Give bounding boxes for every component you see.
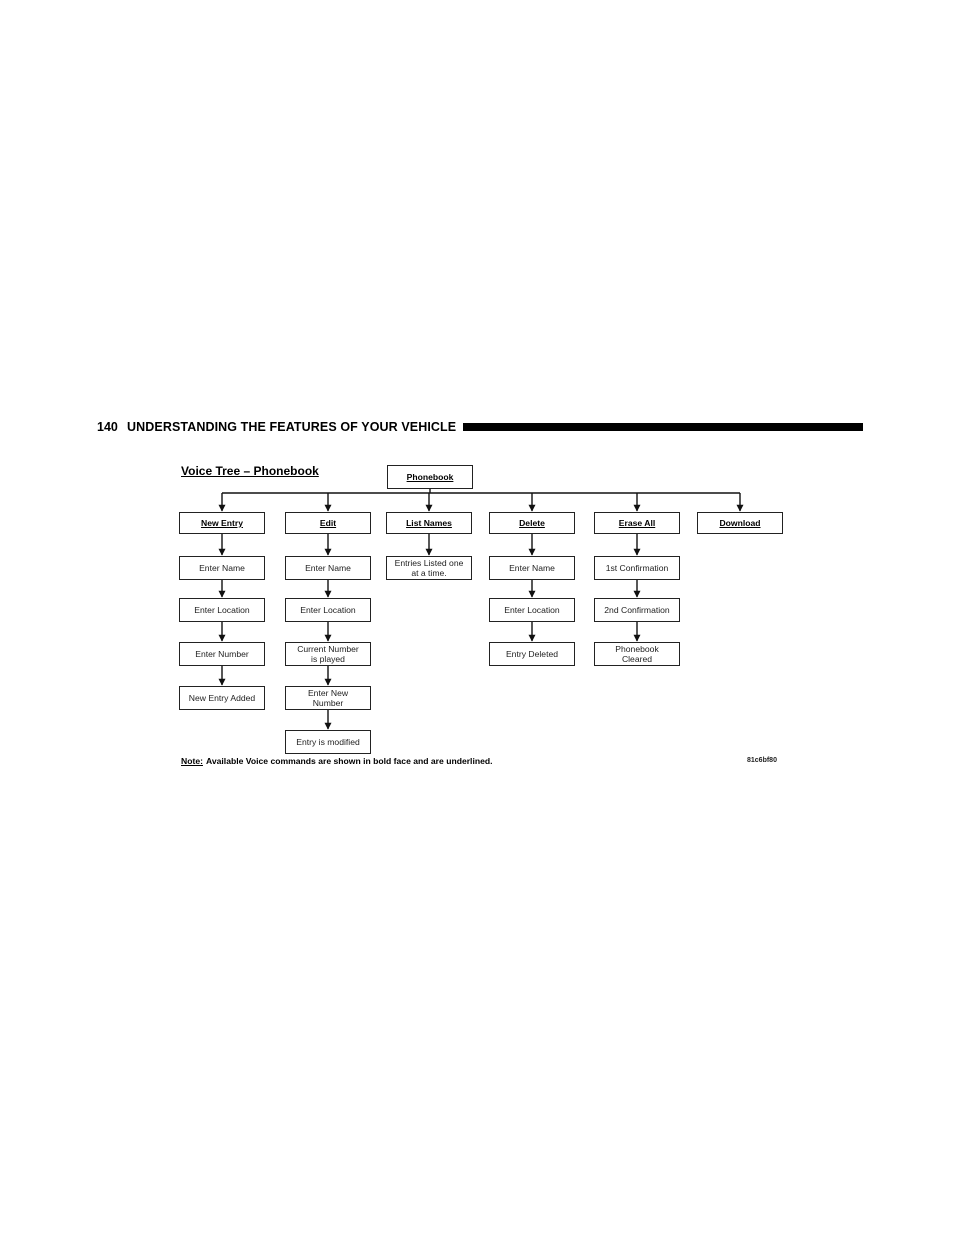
command-new-entry: New Entry <box>179 512 265 534</box>
step-edit-1 <box>285 556 371 580</box>
step-delete-1 <box>489 556 575 580</box>
step-label: Entry Deleted <box>505 649 559 659</box>
step-new-entry-1 <box>179 556 265 580</box>
root-node-phonebook: Phonebook <box>387 465 473 489</box>
step-label: Enter Location <box>504 605 560 615</box>
step-label: Enter Location <box>300 605 356 615</box>
page-number: 140 <box>97 420 118 434</box>
note-label: Note: <box>181 756 203 766</box>
section-title: UNDERSTANDING THE FEATURES OF YOUR VEHICLE <box>127 420 457 434</box>
step-label: 2nd Confirmation <box>604 605 670 615</box>
step-label: Enter Location <box>194 605 250 615</box>
step-label: Phonebook Cleared <box>615 644 659 664</box>
step-new-entry-2 <box>179 598 265 622</box>
command-delete: Delete <box>489 512 575 534</box>
step-label: 1st Confirmation <box>605 563 669 573</box>
command-list-names: List Names <box>386 512 472 534</box>
step-new-entry-4 <box>179 686 265 710</box>
step-erase-all-1 <box>594 556 680 580</box>
step-label: Enter Name <box>509 563 555 573</box>
step-erase-all-3 <box>594 642 680 666</box>
figure-code: 81c6bf80 <box>747 757 777 764</box>
command-download: Download <box>697 512 783 534</box>
step-new-entry-3 <box>179 642 265 666</box>
step-edit-2 <box>285 598 371 622</box>
step-delete-2 <box>489 598 575 622</box>
step-label: Entries Listed one at a time. <box>394 558 464 578</box>
step-erase-all-2 <box>594 598 680 622</box>
step-label: New Entry Added <box>188 693 256 703</box>
note-text: Available Voice commands are shown in bold face and are underlined. <box>205 756 493 766</box>
step-label: Entry is modified <box>296 737 360 747</box>
command-edit: Edit <box>285 512 371 534</box>
step-edit-4 <box>285 686 371 710</box>
step-label: Current Number is played <box>297 644 359 664</box>
step-list-names-1 <box>386 556 472 580</box>
step-delete-3 <box>489 642 575 666</box>
step-label: Enter Number <box>195 649 249 659</box>
step-edit-3 <box>285 642 371 666</box>
step-label: Enter Name <box>199 563 245 573</box>
diagram-note <box>181 756 493 766</box>
diagram-title: Voice Tree – Phonebook <box>181 464 319 478</box>
step-label: Enter Name <box>305 563 351 573</box>
step-edit-5 <box>285 730 371 754</box>
command-erase-all: Erase All <box>594 512 680 534</box>
step-label: Enter New Number <box>307 688 349 708</box>
